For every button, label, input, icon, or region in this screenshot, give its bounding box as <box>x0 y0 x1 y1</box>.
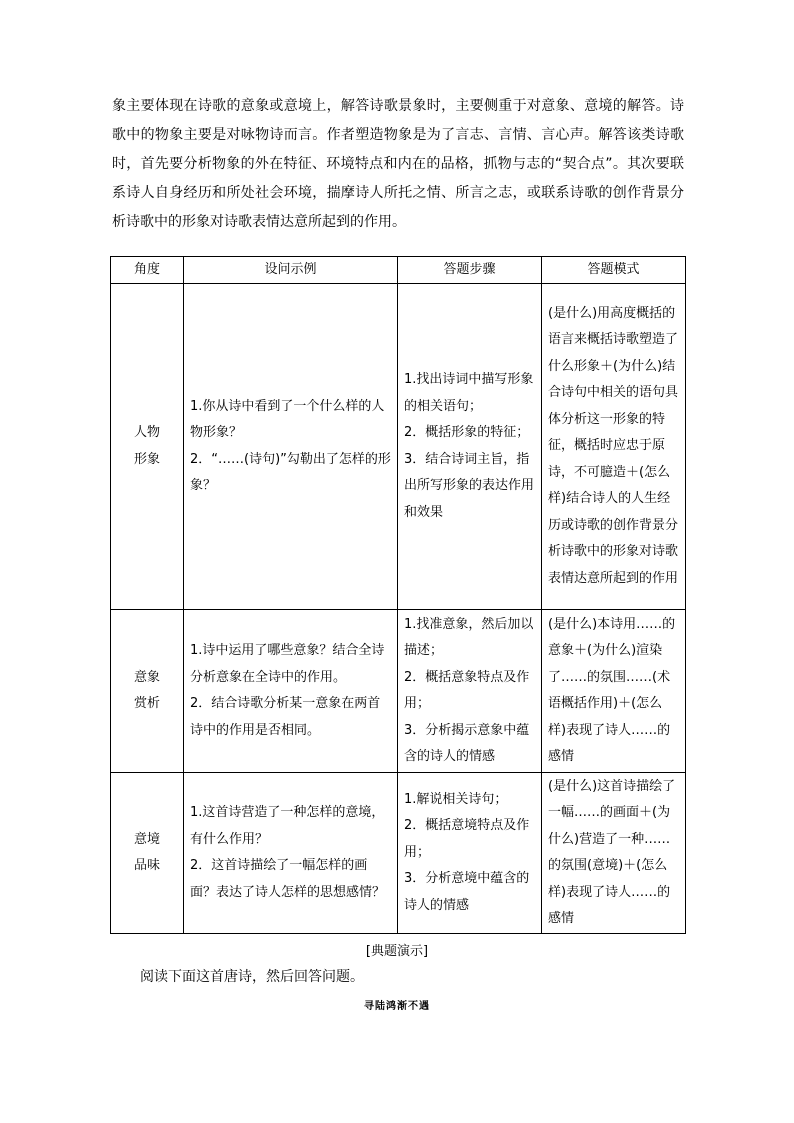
question-item: 1.这首诗营造了一种怎样的意境，有什么作用？ <box>190 805 385 847</box>
header-angle: 角度 <box>111 257 184 284</box>
step-item: 1.找准意象，然后加以描述； <box>404 616 534 658</box>
question-cell <box>184 284 398 610</box>
question-item: 2．“……(诗句)”勾勒出了怎样的形象？ <box>190 451 391 493</box>
question-item: 2．结合诗歌分析某一意象在两首诗中的作用是否相同。 <box>190 696 381 738</box>
question-cell <box>184 610 398 773</box>
pattern-cell: (是什么)这首诗描绘了一幅……的画面＋(为什么)营造了一种……的氛围(意境)＋(怎么样)表现了诗人……的感情 <box>542 773 686 934</box>
angle-line: 品味 <box>133 858 160 873</box>
table-row <box>111 773 686 934</box>
step-item: 3．分析揭示意象中蕴含的诗人的情感 <box>404 722 530 764</box>
step-item: 1.找出诗词中描写形象的相关语句； <box>404 372 534 414</box>
steps-cell <box>398 284 542 610</box>
step-item: 2．概括意境特点及作用； <box>404 818 530 860</box>
table-row <box>111 284 686 610</box>
angle-line: 意境 <box>133 831 160 847</box>
steps-cell <box>398 610 542 773</box>
angle-line: 人物 <box>133 425 160 440</box>
poem-title: 寻陆鸿渐不遇 <box>364 1001 430 1012</box>
question-item: 1.你从诗中看到了一个什么样的人物形象？ <box>190 398 385 440</box>
question-cell <box>184 773 398 934</box>
angle-cell <box>111 610 184 773</box>
angle-line: 意象 <box>133 669 160 685</box>
pattern-cell: (是什么)本诗用……的意象＋(为什么)渲染了……的氛围……(术语概括作用)＋(怎么样)表现了诗人……的感情 <box>542 610 686 773</box>
table-row <box>111 610 686 773</box>
header-answer-steps: 答题步骤 <box>398 257 542 284</box>
reading-instruction: 阅读下面这首唐诗，然后回答问题。 <box>140 969 364 985</box>
header-answer-pattern: 答题模式 <box>542 257 686 284</box>
steps-cell <box>398 773 542 934</box>
step-item: 3．结合诗词主旨，指出所写形象的表达作用和效果 <box>404 451 535 520</box>
question-item: 1.诗中运用了哪些意象？结合全诗分析意象在全诗中的作用。 <box>190 643 385 685</box>
intro-paragraph <box>112 92 684 237</box>
angle-line: 形象 <box>133 451 160 467</box>
step-item: 2．概括形象的特征； <box>404 425 530 440</box>
answer-method-table <box>110 256 686 934</box>
step-item: 2．概括意象特点及作用； <box>404 669 530 711</box>
question-item: 2．这首诗描绘了一幅怎样的画面？表达了诗人怎样的思想感情？ <box>190 858 386 900</box>
angle-cell <box>111 284 184 610</box>
step-item: 3．分析意境中蕴含的诗人的情感 <box>404 871 530 913</box>
demo-section-label: [典题演示] <box>365 944 429 959</box>
header-question-examples: 设问示例 <box>184 257 398 284</box>
angle-line: 赏析 <box>133 696 160 711</box>
angle-cell <box>111 773 184 934</box>
intro-text: 象主要体现在诗歌的意象或意境上，解答诗歌景象时，主要侧重于对意象、意境的解答。诗歌中的物象主要是对咏物诗而言。作者塑造物象是为了言志、言情、言心声。解答该类诗歌时，首先要分析物象的外在特征、环境特点和内在的品格，抓物与志的“契合点”。其次要联系诗人自身经历和所处社会环境，揣摩诗人所托之情、所言之志，或联系诗歌的创作背景分析诗歌中的形象对诗歌表情达意所起到的作用。 <box>112 98 684 230</box>
step-item: 1.解说相关诗句； <box>404 791 508 807</box>
table-header-row <box>111 257 686 284</box>
pattern-cell: (是什么)用高度概括的语言来概括诗歌塑造了什么形象＋(为什么)结合诗句中相关的语句具体分析这一形象的特征，概括时应忠于原诗，不可臆造＋(怎么样)结合诗人的人生经历或诗歌的创作背景分析诗歌中的形象对诗歌表情达意所起到的作用 <box>542 284 686 610</box>
